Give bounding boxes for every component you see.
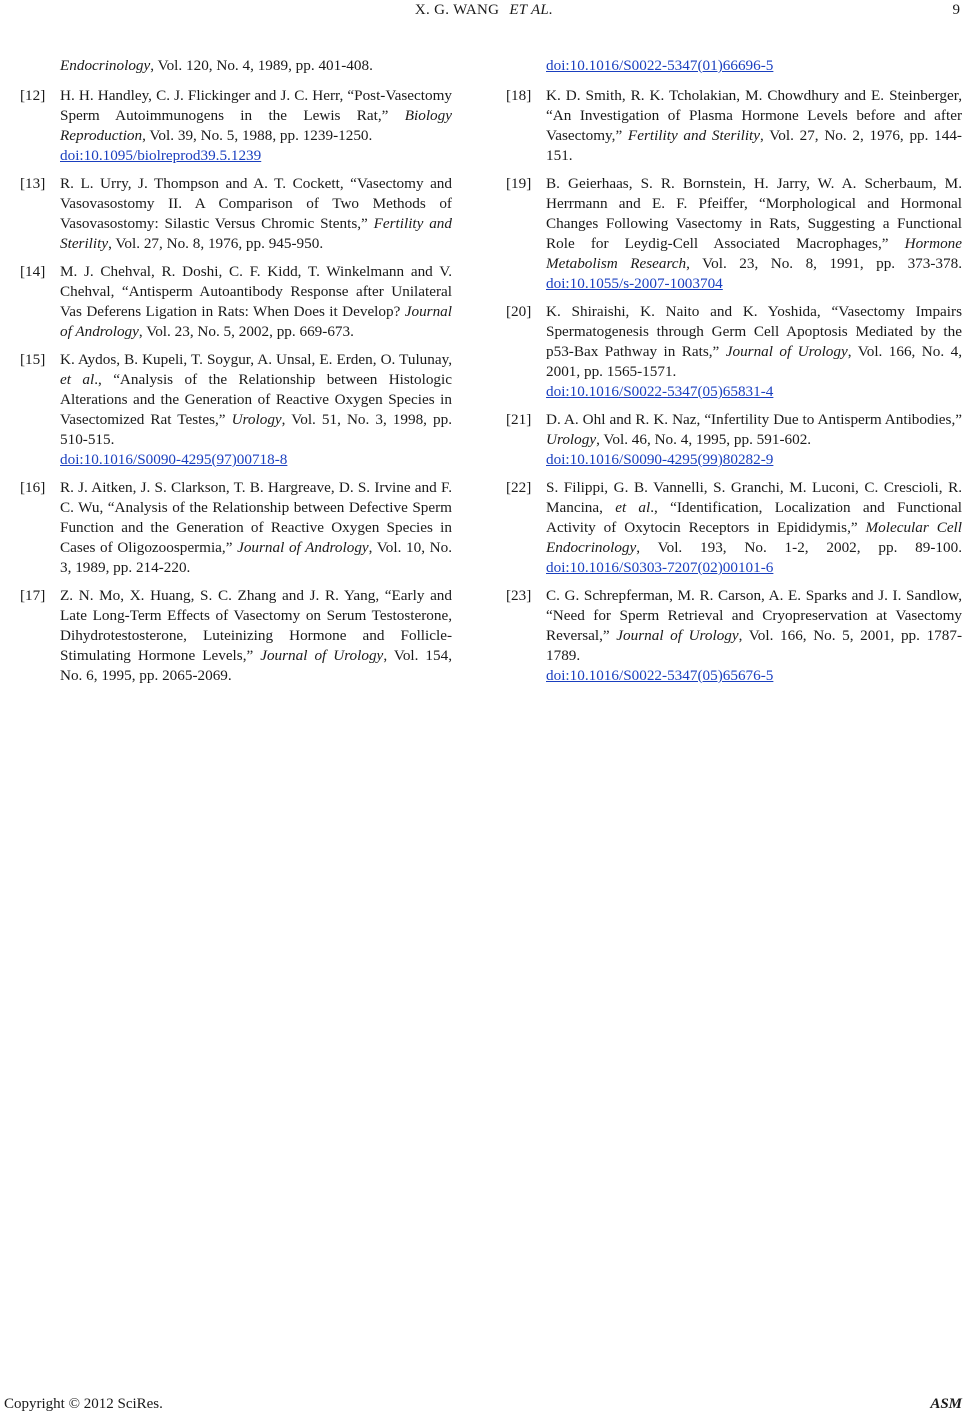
reference-authors: S. Filippi, G. B. Vannelli, S. Granchi, M. Luconi, C. Crescioli, R. Mancina, <box>546 479 962 516</box>
reference-details: , Vol. 166, No. 4, 2001, pp. 1565-1571. <box>546 343 962 380</box>
reference-item <box>20 350 452 470</box>
reference-authors-title: C. G. Schrepferman, M. R. Carson, A. E. Sparks and J. I. Sandlow, “Need for Sperm Retrieval and Cryopreservation at Vasectomy Reversal,” <box>546 587 962 644</box>
reference-details: , Vol. 39, No. 5, 1988, pp. 1239-1250. <box>142 127 373 144</box>
reference-journal: Urology <box>231 411 282 428</box>
reference-number: [18] <box>506 87 532 104</box>
doi-link[interactable]: doi:10.1016/S0303-7207(02)00101-6 <box>546 559 774 576</box>
reference-item <box>20 478 452 578</box>
reference-journal: Hormone Metabolism Research <box>546 235 962 272</box>
reference-authors-title: R. L. Urry, J. Thompson and A. T. Cockett, “Vasectomy and Vasovasostomy II. A Comparison of Two Methods of Vasovasostomy: Silastic Versus Chromic Stents,” <box>60 175 452 232</box>
reference-text <box>546 586 962 686</box>
reference-continuation <box>506 56 962 76</box>
doi-link[interactable]: doi:10.1016/S0090-4295(99)80282-9 <box>546 451 774 468</box>
running-head <box>0 2 968 19</box>
reference-details: , Vol. 27, No. 2, 1976, pp. 144-151. <box>546 127 962 164</box>
reference-authors-title: M. J. Chehval, R. Doshi, C. F. Kidd, T. Winkelmann and V. Chehval, “Antisperm Autoantibody Response after Unilateral Vas Deferens Ligation in Rats: When Does it Develop? <box>60 263 452 320</box>
reference-details: , Vol. 166, No. 5, 2001, pp. 1787-1789. <box>546 627 962 664</box>
reference-journal: Biology Reproduction <box>60 107 452 144</box>
reference-item <box>506 302 962 402</box>
reference-number: [17] <box>20 587 46 604</box>
reference-details: , Vol. 46, No. 4, 1995, pp. 591-602. <box>596 431 812 448</box>
reference-journal: Journal of Andrology <box>237 539 369 556</box>
reference-details: , Vol. 23, No. 8, 1991, pp. 373-378. <box>686 255 963 272</box>
page-number: 9 <box>952 2 960 18</box>
reference-journal: Molecular Cell Endocrinology <box>546 519 962 556</box>
reference-item <box>20 262 452 342</box>
reference-number: [16] <box>20 479 46 496</box>
reference-text <box>60 350 452 470</box>
reference-text <box>60 174 452 254</box>
doi-link[interactable]: doi:10.1095/biolreprod39.5.1239 <box>60 147 262 164</box>
reference-text <box>60 262 452 342</box>
reference-authors-title: K. Shiraishi, K. Naito and K. Yoshida, “Vasectomy Impairs Spermatogenesis through Germ Cell Apoptosis Mediated by the p53-Bax Pathway in Rats,” <box>546 303 962 360</box>
reference-etal: et al <box>60 371 95 388</box>
reference-details: , Vol. 27, No. 8, 1976, pp. 945-950. <box>108 235 324 252</box>
reference-title: ., “Identification, Localization and Functional Activity of Oxytocin Receptors in Epididymis,” <box>546 499 963 536</box>
reference-text <box>546 410 962 470</box>
reference-details: , Vol. 23, No. 5, 2002, pp. 669-673. <box>138 323 354 340</box>
reference-text <box>546 478 962 578</box>
reference-number: [12] <box>20 87 46 104</box>
reference-item <box>506 478 962 578</box>
reference-etal: et al <box>615 499 651 516</box>
reference-journal: Journal of Urology <box>725 343 848 360</box>
header-authors: X. G. WANG <box>414 2 500 18</box>
reference-details: , Vol. 193, No. 1-2, 2002, pp. 89-100. <box>636 539 962 556</box>
reference-text <box>546 174 962 294</box>
continuation-details: , Vol. 120, No. 4, 1989, pp. 401-408. <box>150 57 373 74</box>
reference-journal: Fertility and Sterility <box>60 215 452 252</box>
reference-journal: Urology <box>546 431 597 448</box>
reference-number: [14] <box>20 263 46 280</box>
header-etal: ET AL. <box>509 2 554 18</box>
reference-item <box>20 86 452 166</box>
reference-item <box>20 174 452 254</box>
doi-link[interactable]: doi:10.1016/S0022-5347(01)66696-5 <box>546 57 774 74</box>
reference-text <box>60 86 452 166</box>
reference-details: , Vol. 154, No. 6, 1995, pp. 2065-2069. <box>60 647 452 684</box>
reference-journal: Fertility and Sterility <box>627 127 761 144</box>
doi-link[interactable]: doi:10.1016/S0022-5347(05)65831-4 <box>546 383 774 400</box>
copyright-notice: Copyright © 2012 SciRes. <box>4 1396 163 1412</box>
reference-number: [20] <box>506 303 532 320</box>
journal-abbreviation: ASM <box>930 1396 962 1412</box>
reference-continuation <box>20 56 452 76</box>
reference-number: [23] <box>506 587 532 604</box>
reference-item <box>506 586 962 686</box>
reference-authors: K. Aydos, B. Kupeli, T. Soygur, A. Unsal, E. Erden, O. Tulunay, <box>60 351 452 368</box>
doi-link[interactable]: doi:10.1016/S0022-5347(05)65676-5 <box>546 667 774 684</box>
doi-link[interactable]: doi:10.1016/S0090-4295(97)00718-8 <box>60 451 288 468</box>
reference-journal: Journal of Urology <box>616 627 739 644</box>
reference-number: [21] <box>506 411 532 428</box>
reference-text <box>546 302 962 402</box>
reference-authors-title: Z. N. Mo, X. Huang, S. C. Zhang and J. R. Yang, “Early and Late Long-Term Effects of Vasectomy on Serum Testosterone, Dihydrotestosterone, Luteinizing Hormone and Follicle-Stimulating Hormone Levels,” <box>60 587 452 664</box>
reference-title: ., “Analysis of the Relationship between Histologic Alterations and the Generation of Reactive Oxygen Species in Vasectomized Rat Testes,” <box>60 371 452 428</box>
reference-journal: Journal of Urology <box>260 647 384 664</box>
reference-authors-title: D. A. Ohl and R. K. Naz, “Infertility Due to Antisperm Antibodies,” <box>546 411 962 428</box>
reference-details: , Vol. 51, No. 3, 1998, pp. 510-515. <box>60 411 452 448</box>
continuation-journal: Endocrinology <box>60 57 151 74</box>
reference-details: , Vol. 10, No. 3, 1989, pp. 214-220. <box>60 539 452 576</box>
reference-authors-title: R. J. Aitken, J. S. Clarkson, T. B. Hargreave, D. S. Irvine and F. C. Wu, “Analysis of the Relationship between Defective Sperm Function and the Generation of Reactive Oxygen Species in Cases of Oligozoospermia,” <box>60 479 452 556</box>
right-column <box>506 56 962 694</box>
reference-item <box>20 586 452 686</box>
reference-number: [22] <box>506 479 532 496</box>
reference-item <box>506 86 962 166</box>
doi-link[interactable]: doi:10.1055/s-2007-1003704 <box>546 275 723 292</box>
reference-authors-title: K. D. Smith, R. K. Tcholakian, M. Chowdhury and E. Steinberger, “An Investigation of Plasma Hormone Levels before and after Vasectomy,” <box>546 87 962 144</box>
reference-item <box>506 410 962 470</box>
reference-text <box>60 478 452 578</box>
reference-text <box>60 586 452 686</box>
reference-item <box>506 174 962 294</box>
reference-text <box>546 86 962 166</box>
reference-number: [19] <box>506 175 532 192</box>
reference-authors-title: B. Geierhaas, S. R. Bornstein, H. Jarry, W. A. Scherbaum, M. Herrmann and E. F. Pfeiffer, “Morphological and Hormonal Changes Following Vasectomy in Rats, Suggesting a Functional Role for Leydig-Cell Associated Macrophages,” <box>546 175 962 252</box>
reference-number: [15] <box>20 351 46 368</box>
reference-journal: Journal of Andrology <box>60 303 452 340</box>
reference-number: [13] <box>20 175 46 192</box>
reference-authors-title: H. H. Handley, C. J. Flickinger and J. C. Herr, “Post-Vasectomy Sperm Autoimmunogens in the Lewis Rat,” <box>60 87 452 124</box>
left-column <box>20 56 452 694</box>
